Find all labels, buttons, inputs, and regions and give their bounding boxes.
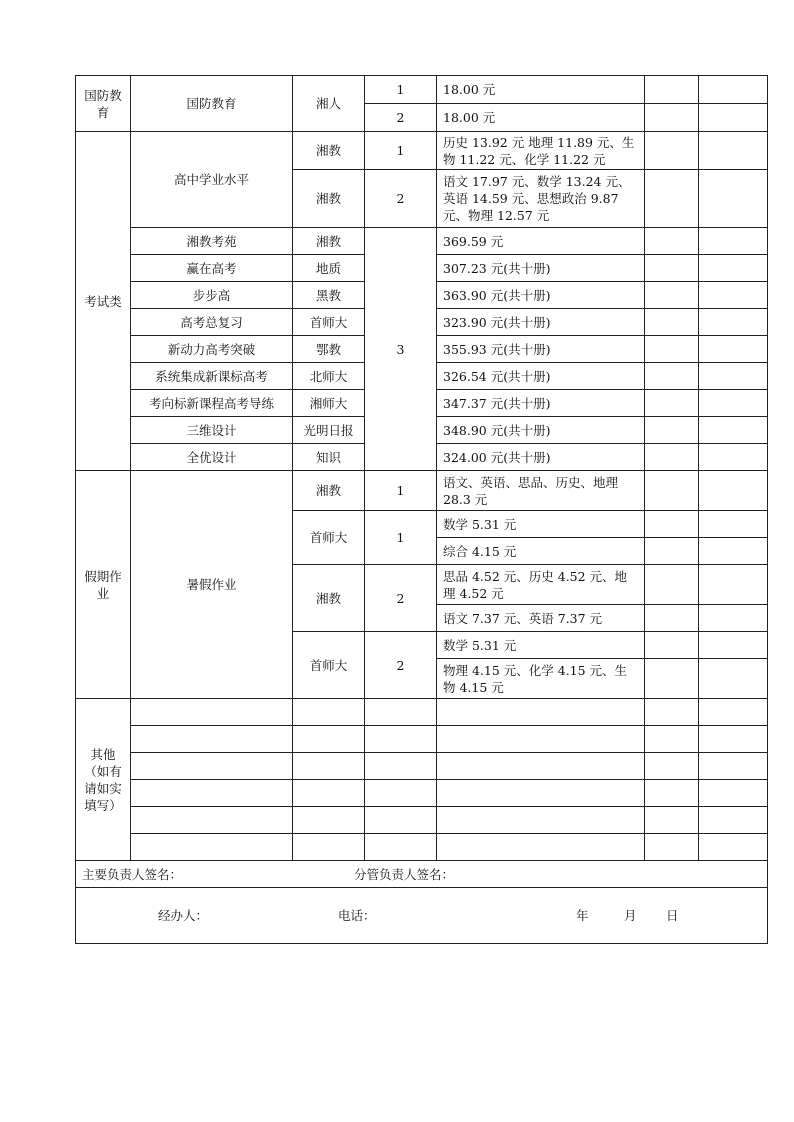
book-name-cell: 高中学业水平 [131,132,293,228]
signature-row [76,861,768,888]
empty-cell [699,780,768,807]
empty-cell [699,444,768,471]
publisher-cell: 首师大 [293,632,365,699]
empty-cell [699,255,768,282]
table-row [76,132,768,170]
grade-cell: 2 [365,104,437,132]
empty-cell [437,699,645,726]
book-name-cell: 系统集成新课标高考 [131,363,293,390]
empty-cell [365,780,437,807]
empty-cell [365,807,437,834]
empty-cell [645,632,699,659]
price-cell: 369.59 元 [437,228,645,255]
empty-cell [365,834,437,861]
category-cell: 其他（如有请如实填写） [76,699,131,861]
empty-cell [699,753,768,780]
grade-cell: 3 [365,228,437,471]
empty-cell [699,417,768,444]
book-name-cell: 三维设计 [131,417,293,444]
year-label: 年 [576,908,589,923]
empty-cell [699,390,768,417]
empty-cell [699,834,768,861]
price-cell: 307.23 元(共十册) [437,255,645,282]
empty-cell [437,834,645,861]
empty-cell [699,632,768,659]
empty-cell [645,104,699,132]
empty-cell [437,753,645,780]
empty-cell [131,834,293,861]
price-cell: 355.93 元(共十册) [437,336,645,363]
publisher-cell: 北师大 [293,363,365,390]
book-name-cell: 湘教考苑 [131,228,293,255]
book-name-cell: 考向标新课程高考导练 [131,390,293,417]
empty-cell [645,726,699,753]
empty-cell [645,255,699,282]
empty-cell [645,807,699,834]
publisher-cell: 地质 [293,255,365,282]
grade-cell: 1 [365,471,437,511]
empty-cell [699,282,768,309]
book-name-cell: 赢在高考 [131,255,293,282]
empty-cell [293,807,365,834]
table-row [76,726,768,753]
table-row [76,834,768,861]
empty-cell [131,753,293,780]
empty-cell [437,807,645,834]
textbook-price-table [75,75,768,944]
empty-cell [645,565,699,605]
publisher-cell: 湘教 [293,228,365,255]
price-cell: 数学 5.31 元 [437,511,645,538]
price-cell: 物理 4.15 元、化学 4.15 元、生物 4.15 元 [437,659,645,699]
table-row [76,228,768,255]
price-cell: 363.90 元(共十册) [437,282,645,309]
empty-cell [699,471,768,511]
grade-cell: 1 [365,132,437,170]
empty-cell [365,699,437,726]
price-cell: 数学 5.31 元 [437,632,645,659]
empty-cell [365,726,437,753]
empty-cell [645,834,699,861]
empty-cell [293,699,365,726]
empty-cell [645,228,699,255]
empty-cell [645,170,699,228]
empty-cell [645,753,699,780]
empty-cell [437,780,645,807]
empty-cell [645,659,699,699]
empty-cell [293,780,365,807]
empty-cell [645,282,699,309]
empty-cell [645,363,699,390]
empty-cell [699,699,768,726]
sub-signature-label: 分管负责人签名： [354,866,455,882]
price-cell: 综合 4.15 元 [437,538,645,565]
empty-cell [645,605,699,632]
book-name-cell: 新动力高考突破 [131,336,293,363]
price-cell: 326.54 元(共十册) [437,363,645,390]
empty-cell [131,726,293,753]
empty-cell [645,417,699,444]
table-row [76,807,768,834]
empty-cell [699,605,768,632]
empty-cell [699,659,768,699]
publisher-cell: 鄂教 [293,336,365,363]
empty-cell [645,444,699,471]
book-name-cell: 国防教育 [131,76,293,132]
empty-cell [699,104,768,132]
publisher-cell: 湘教 [293,170,365,228]
empty-cell [365,753,437,780]
empty-cell [645,511,699,538]
empty-cell [699,363,768,390]
book-name-cell: 暑假作业 [131,471,293,699]
empty-cell [645,76,699,104]
publisher-cell: 湘人 [293,76,365,132]
empty-cell [699,511,768,538]
month-label: 月 [624,908,637,923]
book-name-cell: 高考总复习 [131,309,293,336]
empty-cell [699,807,768,834]
empty-cell [437,726,645,753]
empty-cell [645,699,699,726]
price-cell: 323.90 元(共十册) [437,309,645,336]
publisher-cell: 首师大 [293,309,365,336]
grade-cell: 1 [365,511,437,565]
price-cell: 18.00 元 [437,76,645,104]
grade-cell: 2 [365,632,437,699]
empty-cell [645,538,699,565]
day-label: 日 [666,908,679,923]
empty-cell [699,565,768,605]
publisher-cell: 光明日报 [293,417,365,444]
price-cell: 324.00 元(共十册) [437,444,645,471]
grade-cell: 2 [365,170,437,228]
empty-cell [699,309,768,336]
empty-cell [699,228,768,255]
category-cell: 国防教育 [76,76,131,132]
table-row [76,753,768,780]
handler-label: 经办人： [158,908,209,923]
table-row [76,76,768,104]
main-signature-label: 主要负责人签名： [82,866,183,882]
empty-cell [699,726,768,753]
empty-cell [645,309,699,336]
empty-cell [293,753,365,780]
price-cell: 347.37 元(共十册) [437,390,645,417]
price-cell: 思品 4.52 元、历史 4.52 元、地理 4.52 元 [437,565,645,605]
empty-cell [699,170,768,228]
empty-cell [699,538,768,565]
signature-cell [76,861,768,888]
phone-label: 电话： [338,908,376,923]
empty-cell [293,834,365,861]
price-cell: 348.90 元(共十册) [437,417,645,444]
price-cell: 语文 7.37 元、英语 7.37 元 [437,605,645,632]
empty-cell [131,780,293,807]
category-cell: 考试类 [76,132,131,471]
empty-cell [699,336,768,363]
table-row [76,780,768,807]
grade-cell: 2 [365,565,437,632]
empty-cell [645,471,699,511]
publisher-cell: 湘教 [293,471,365,511]
publisher-cell: 首师大 [293,511,365,565]
publisher-cell: 湘教 [293,132,365,170]
publisher-cell: 湘教 [293,565,365,632]
category-cell: 假期作业 [76,471,131,699]
empty-cell [131,807,293,834]
empty-cell [699,76,768,104]
contact-row [76,888,768,944]
empty-cell [293,726,365,753]
empty-cell [131,699,293,726]
price-cell: 语文 17.97 元、数学 13.24 元、英语 14.59 元、思想政治 9.87 元、物理 12.57 元 [437,170,645,228]
empty-cell [645,132,699,170]
empty-cell [645,390,699,417]
publisher-cell: 知识 [293,444,365,471]
book-name-cell: 全优设计 [131,444,293,471]
price-cell: 语文、英语、思品、历史、地理 28.3 元 [437,471,645,511]
price-cell: 18.00 元 [437,104,645,132]
empty-cell [645,336,699,363]
book-name-cell: 步步高 [131,282,293,309]
table-row [76,699,768,726]
table-row [76,471,768,511]
empty-cell [699,132,768,170]
empty-cell [645,780,699,807]
publisher-cell: 湘师大 [293,390,365,417]
publisher-cell: 黑教 [293,282,365,309]
price-cell: 历史 13.92 元 地理 11.89 元、生物 11.22 元、化学 11.22 元 [437,132,645,170]
grade-cell: 1 [365,76,437,104]
contact-cell [76,888,768,944]
